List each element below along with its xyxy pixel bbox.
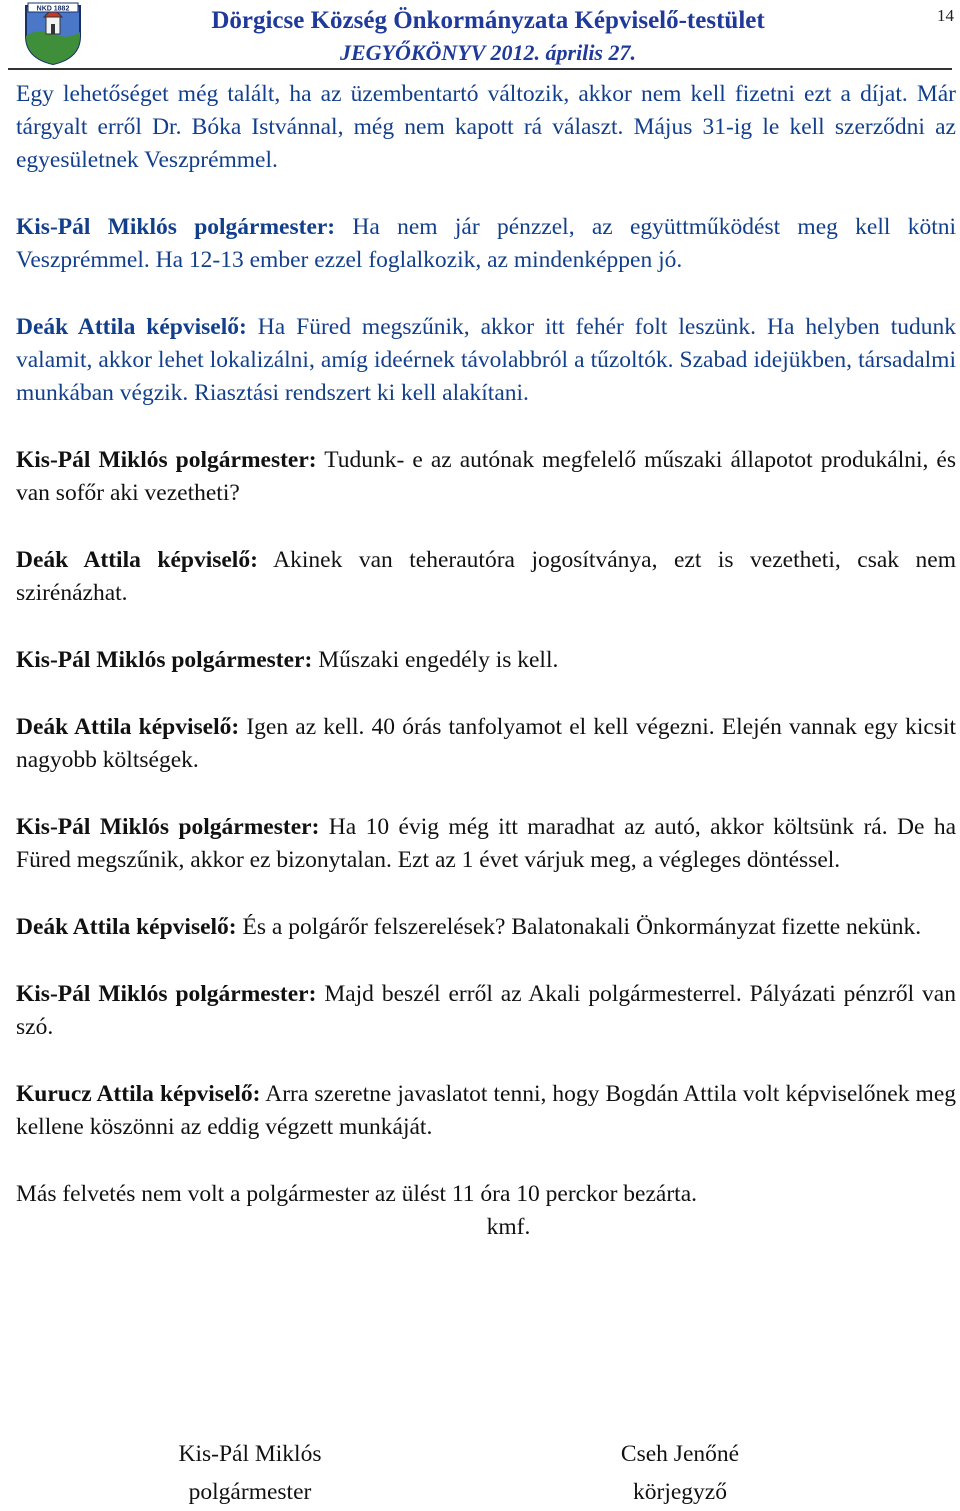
speaker-label: Deák Attila képviselő:: [16, 714, 240, 740]
paragraph: [16, 811, 956, 877]
paragraph-text: Igen az kell. 40 órás tanfolyamot el kell végezni. Elején vannak egy kicsit nagyobb költségek.: [16, 714, 956, 773]
document-title: Dörgicse Község Önkormányzata Képviselő-testület: [211, 7, 765, 34]
paragraph-text: Tudunk- e az autónak megfelelő műszaki állapotot produkálni, és van sofőr aki vezetheti?: [16, 447, 957, 506]
paragraph: [16, 311, 956, 410]
crest-text: NKD 1882: [36, 5, 70, 13]
paragraph-text: Műszaki engedély is kell.: [312, 647, 559, 673]
speaker-label: Kis-Pál Miklós polgármester:: [16, 814, 320, 840]
signature-block-notary: [530, 1435, 830, 1511]
paragraph: [16, 544, 956, 610]
signatory-role: polgármester: [188, 1479, 312, 1505]
speaker-label: Kurucz Attila képviselő:: [16, 1081, 261, 1107]
speaker-label: Kis-Pál Miklós polgármester:: [16, 647, 313, 673]
speaker-label: Kis-Pál Miklós polgármester:: [16, 214, 336, 240]
speaker-label: Deák Attila képviselő:: [16, 314, 247, 340]
signatory-name: Cseh Jenőné: [620, 1441, 740, 1467]
paragraph-text: Arra szeretne javaslatot tenni, hogy Bogdán Attila volt képviselőnek meg kellene köszönni az eddig végzett munkáját.: [16, 1081, 957, 1140]
speaker-label: Deák Attila képviselő:: [16, 914, 237, 940]
paragraph: [16, 911, 956, 944]
kmf-marker: kmf.: [486, 1214, 531, 1240]
paragraph: [16, 711, 956, 777]
paragraph-text: Akinek van teherautóra jogosítványa, ezt is vezetheti, csak nem szirénázhat.: [16, 547, 956, 606]
signatory-name: Kis-Pál Miklós: [178, 1441, 322, 1467]
paragraph-text: Ha Füred megszűnik, akkor itt fehér folt leszünk. Ha helyben tudunk valamit, akkor lehet lokalizálni, amíg ideérnek távolabbról a tűzoltók. Szabad idejükben, társadalmi munkában végzik. Riasztási rendszert ki kell alakítani.: [16, 314, 956, 406]
paragraph-text: És a polgárőr felszerelések? Balatonakali Önkormányzat fizette nekünk.: [236, 914, 922, 940]
page-number: 14: [937, 6, 954, 25]
paragraph: [16, 644, 956, 677]
minutes-body: [16, 78, 956, 1244]
paragraph: [16, 978, 956, 1044]
document-header: [0, 0, 960, 70]
paragraph: [16, 78, 956, 177]
paragraph-text: Ha 10 évig még itt maradhat az autó, akkor költsünk rá. De ha Füred megszűnik, akkor ez bizonytalan. Ezt az 1 évet várjuk meg, a végleges döntéssel.: [16, 814, 956, 873]
paragraph-text: Majd beszél erről az Akali polgármesterrel. Pályázati pénzről van szó.: [16, 981, 956, 1040]
closing-statement: Más felvetés nem volt a polgármester az ülést 11 óra 10 perckor bezárta.: [16, 1181, 698, 1207]
speaker-label: Kis-Pál Miklós polgármester:: [16, 981, 317, 1007]
paragraph: [16, 211, 956, 277]
paragraph-text: Egy lehetőséget még talált, ha az üzembentartó változik, akkor nem kell fizetni ezt a díjat. Már tárgyalt erről Dr. Bóka Istvánnal, még nem kapott rá választ. Május 31-ig le kell szerződni az egyesületnek Veszprémmel.: [16, 81, 956, 173]
header-divider: [8, 68, 952, 70]
document-subtitle: JEGYŐKÖNYV 2012. április 27.: [339, 40, 636, 65]
municipal-crest-logo: [8, 2, 98, 66]
signatory-role: körjegyző: [633, 1479, 727, 1505]
signature-block-mayor: [100, 1435, 400, 1511]
speaker-label: Deák Attila képviselő:: [16, 547, 258, 573]
paragraph: [16, 1078, 956, 1144]
speaker-label: Kis-Pál Miklós polgármester:: [16, 447, 317, 473]
paragraph: [16, 444, 956, 510]
paragraph-text: Ha nem jár pénzzel, az együttműködést meg kell kötni Veszprémmel. Ha 12-13 ember ezzel foglalkozik, az mindenképpen jó.: [16, 214, 956, 273]
